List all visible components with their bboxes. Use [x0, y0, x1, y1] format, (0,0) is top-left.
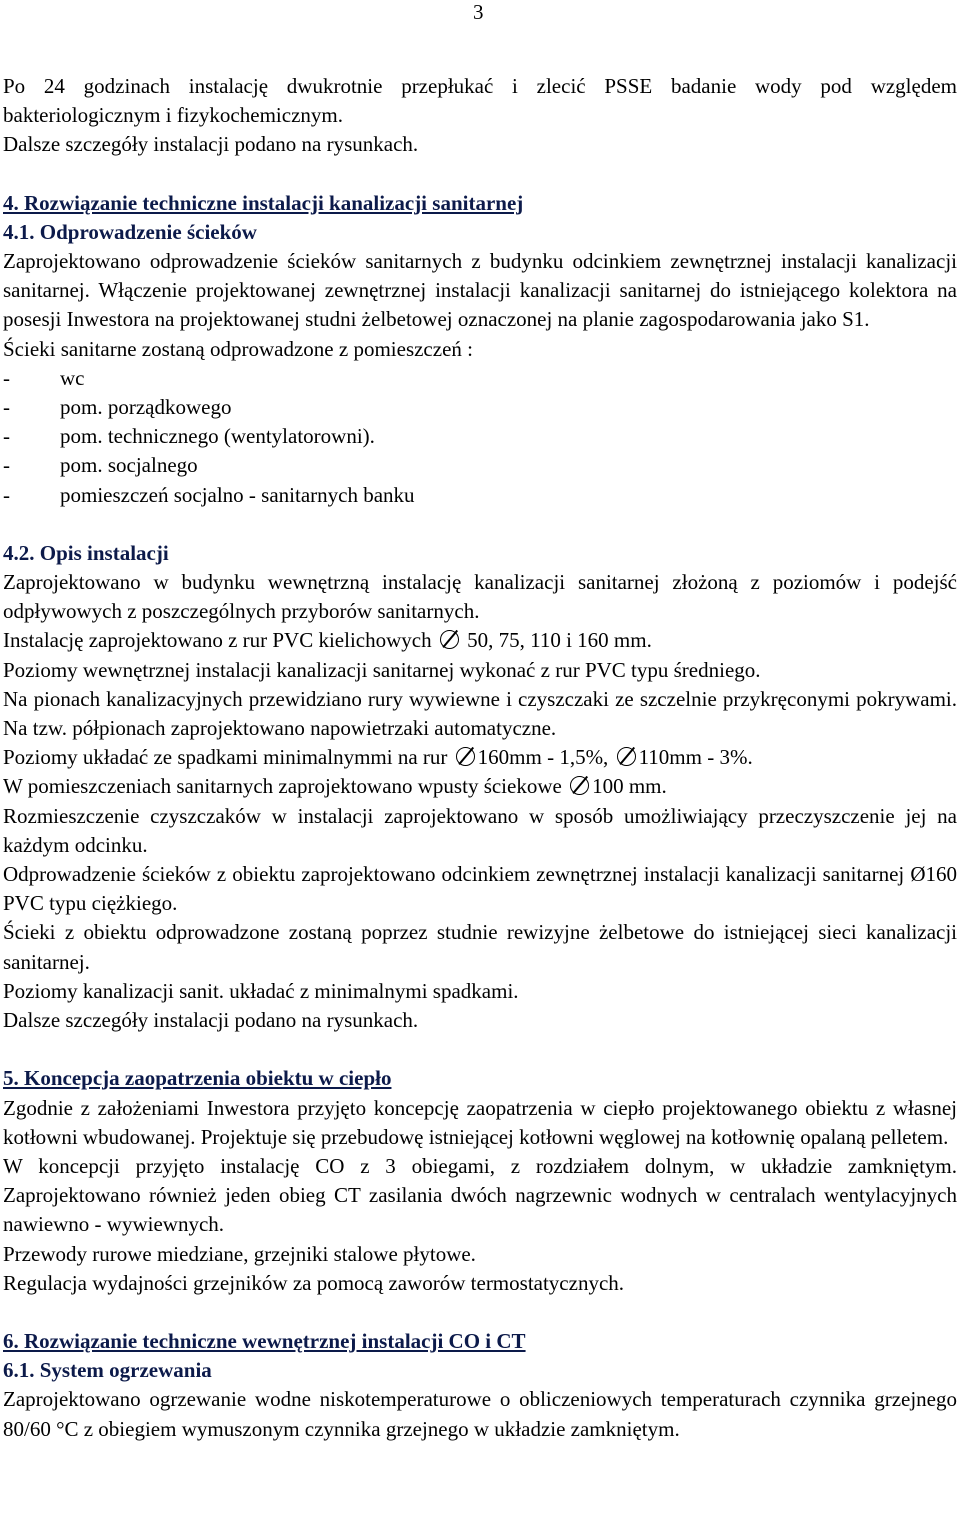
diameter-icon	[617, 747, 636, 766]
paragraph	[3, 772, 957, 801]
list-item-text: pom. socjalnego	[60, 453, 198, 478]
paragraph: Po 24 godzinach instalację dwukrotnie przepłukać i zlecić PSSE badanie wody pod względem bakteriologicznym i fizykochemicznym.	[3, 74, 957, 128]
list-item	[3, 364, 957, 393]
text-run: 100 mm.	[592, 774, 667, 799]
diameter-icon	[440, 630, 459, 649]
paragraph: Ścieki sanitarne zostaną odprowadzone z pomieszczeń :	[3, 336, 473, 361]
paragraph: Przewody rurowe miedziane, grzejniki stalowe płytowe.	[3, 1241, 476, 1266]
paragraph: Zaprojektowano ogrzewanie wodne niskotemperaturowe o obliczeniowych temperaturach czynnika grzejnego 80/60 °C z obiegiem wymuszonym czynnika grzejnego w układzie zamkniętym.	[3, 1387, 957, 1441]
paragraph: Zaprojektowano odprowadzenie ścieków sanitarnych z budynku odcinkiem zewnętrznej instalacji kanalizacji sanitarnej. Włączenie projektowanej zewnętrznej instalacji kanalizacji sanitarnej do istniejącego kolektora na posesji Inwestora na projektowanej studni żelbetowej oznaczonej na planie zagospodarowania jako S1.	[3, 249, 957, 332]
list-item-text: pom. porządkowego	[60, 395, 232, 420]
page-number: 3	[473, 0, 484, 24]
paragraph: Regulacja wydajności grzejników za pomocą zaworów termostatycznych.	[3, 1270, 625, 1295]
text-run: W pomieszczeniach sanitarnych zaprojektowano wpusty ściekowe	[3, 774, 562, 799]
text-run: Poziomy układać ze spadkami minimalnymmi na rur	[3, 745, 448, 770]
document-body	[3, 72, 957, 1444]
paragraph: Zaprojektowano w budynku wewnętrzną instalację kanalizacji sanitarnej złożoną z poziomów i podejść odpływowych z poszczególnych przyborów sanitarnych.	[3, 570, 957, 624]
section-5-heading: 5. Koncepcja zaopatrzenia obiektu w ciepło	[3, 1066, 392, 1091]
paragraph: Ścieki z obiektu odprowadzone zostaną poprzez studnie rewizyjne żelbetowe do istniejącej sieci kanalizacji sanitarnej.	[3, 920, 957, 974]
diameter-icon	[570, 776, 589, 795]
paragraph: Poziomy wewnętrznej instalacji kanalizacji sanitarnej wykonać z rur PVC typu średniego.	[3, 657, 761, 682]
paragraph: Odprowadzenie ścieków z obiektu zaprojektowano odcinkiem zewnętrznej instalacji kanalizacji sanitarnej Ø160 PVC typu ciężkiego.	[3, 862, 957, 916]
paragraph: Na pionach kanalizacyjnych przewidziano rury wywiewne i czyszczaki ze szczelnie przykręconymi pokrywami. Na tzw. półpionach zaprojektowano napowietrzaki automatyczne.	[3, 686, 957, 741]
section-4-2-heading: 4.2. Opis instalacji	[3, 540, 169, 565]
paragraph	[3, 743, 957, 772]
text-run: 110mm - 3%.	[638, 745, 753, 770]
list-item-text: pomieszczeń socjalno - sanitarnych banku	[60, 482, 415, 507]
text-run: 50, 75, 110 i 160 mm.	[467, 628, 652, 653]
list-item	[3, 393, 957, 422]
list-dash: -	[3, 395, 10, 420]
paragraph: Zgodnie z założeniami Inwestora przyjęto koncepcję zaopatrzenia w ciepło projektowanego obiektu z własnej kotłowni wbudowanej. Projektuje się przebudowę istniejącej kotłowni węglowej na kotłownię opalaną pelletem.	[3, 1095, 957, 1149]
list-item-text: pom. technicznego (wentylatorowni).	[60, 424, 375, 449]
section-4-heading: 4. Rozwiązanie techniczne instalacji kanalizacji sanitarnej	[3, 190, 524, 215]
list-item	[3, 422, 957, 451]
list-item	[3, 481, 957, 510]
list-item-text: wc	[60, 365, 85, 390]
text-run: 160mm - 1,5%,	[477, 745, 609, 770]
list-dash: -	[3, 424, 10, 449]
section-4-1-heading: 4.1. Odprowadzenie ścieków	[3, 219, 257, 244]
paragraph: Dalsze szczegóły instalacji podano na rysunkach.	[3, 132, 419, 157]
text-run: Instalację zaprojektowano z rur PVC kielichowych	[3, 628, 432, 653]
paragraph: Rozmieszczenie czyszczaków w instalacji zaprojektowano w sposób umożliwiający przeczyszczenie jej na każdym odcinku.	[3, 803, 957, 857]
list-dash: -	[3, 482, 10, 507]
list-dash: -	[3, 365, 10, 390]
paragraph: Poziomy kanalizacji sanit. układać z minimalnymi spadkami.	[3, 978, 519, 1003]
list-dash: -	[3, 453, 10, 478]
section-6-heading: 6. Rozwiązanie techniczne wewnętrznej instalacji CO i CT	[3, 1328, 526, 1353]
paragraph	[3, 626, 957, 655]
paragraph: W koncepcji przyjęto instalację CO z 3 obiegami, z rozdziałem dolnym, w układzie zamkniętym. Zaprojektowano również jeden obieg CT zasilania dwóch nagrzewnic wodnych w centralach wentylacyjnych nawiewno - wywiewnych.	[3, 1153, 957, 1237]
paragraph: Dalsze szczegóły instalacji podano na rysunkach.	[3, 1008, 419, 1033]
diameter-icon	[456, 747, 475, 766]
list-item	[3, 451, 957, 480]
section-6-1-heading: 6.1. System ogrzewania	[3, 1358, 212, 1383]
